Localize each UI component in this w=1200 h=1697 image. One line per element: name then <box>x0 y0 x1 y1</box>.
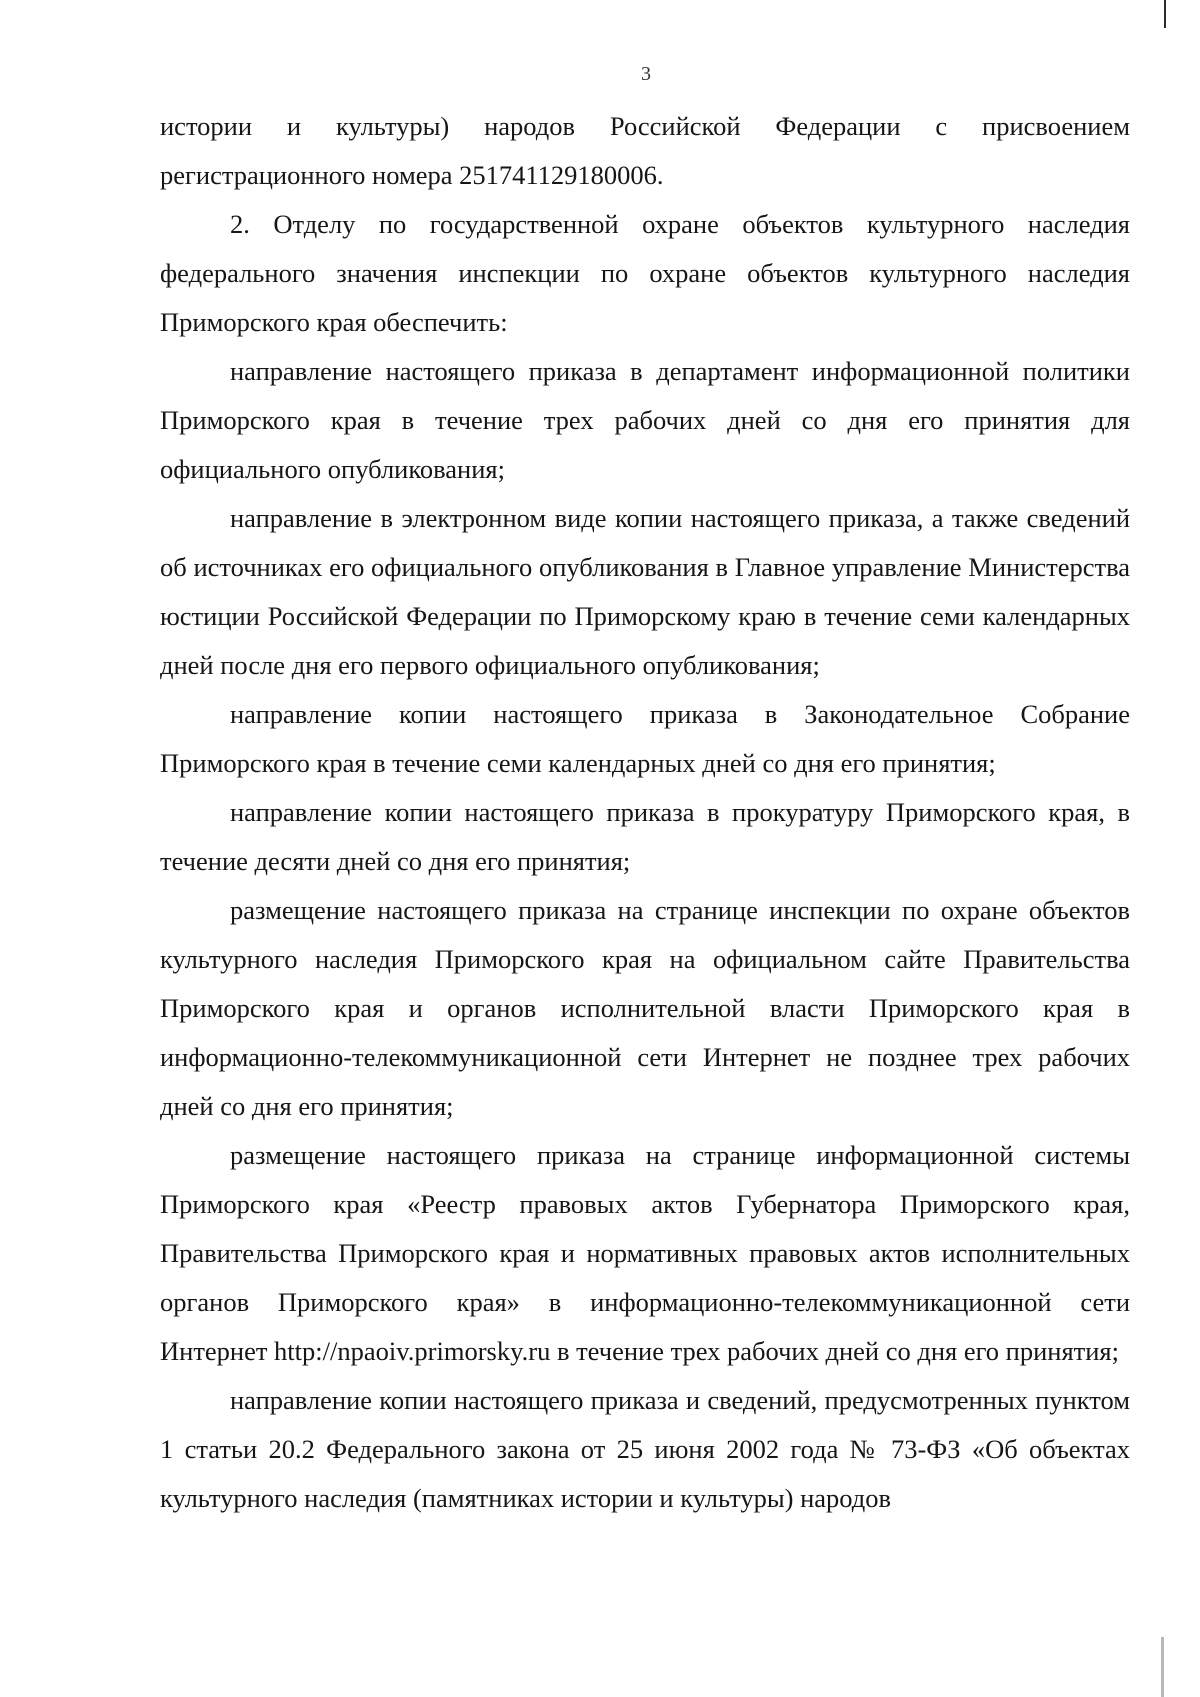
paragraph-federal-law: направление копии настоящего приказа и сведений, предусмотренных пунктом 1 статьи 20.2 Федерального закона от 25 июня 2002 года № 73-ФЗ «Об объектах культурного наследия (памятниках истории и культуры) народов <box>160 1385 1130 1513</box>
paragraph-legislative-assembly: направление копии настоящего приказа в Законодательное Собрание Приморского края в течение семи календарных дней со дня его принятия; <box>160 699 1130 778</box>
scan-edge-shadow <box>1161 1637 1164 1697</box>
page-number: 3 <box>641 63 651 85</box>
scan-edge-mark <box>1164 0 1166 28</box>
paragraph-continuation: истории и культуры) народов Российской Федерации с присвоением регистрационного номера 251741129180006. <box>160 111 1130 190</box>
paragraph-registry-system: размещение настоящего приказа на странице информационной системы Приморского края «Реестр правовых актов Губернатора Приморского края, Правительства Приморского края и нормативных правовых актов исполнительных органов Приморского края» в информационно-телекоммуникационной сети Интернет http://npaoiv.primorsky.ru в течение трех рабочих дней со дня его принятия; <box>160 1140 1130 1366</box>
paragraph-official-site: размещение настоящего приказа на странице инспекции по охране объектов культурного наследия Приморского края на официальном сайте Правительства Приморского края и органов исполнительной власти Приморского края в информационно-телекоммуникационной сети Интернет не позднее трех рабочих дней со дня его принятия; <box>160 895 1130 1121</box>
paragraph-publication-department: направление настоящего приказа в департамент информационной политики Приморского края в течение трех рабочих дней со дня его принятия для официального опубликования; <box>160 356 1130 484</box>
paragraph-ministry-justice: направление в электронном виде копии настоящего приказа, а также сведений об источниках его официального опубликования в Главное управление Министерства юстиции Российской Федерации по Приморскому краю в течение семи календарных дней после дня его первого официального опубликования; <box>160 503 1130 680</box>
paragraph-prosecutor: направление копии настоящего приказа в прокуратуру Приморского края, в течение десяти дней со дня его принятия; <box>160 797 1130 876</box>
paragraph-item-2: 2. Отделу по государственной охране объектов культурного наследия федерального значения инспекции по охране объектов культурного наследия Приморского края обеспечить: <box>160 209 1130 337</box>
document-body <box>160 102 1130 1523</box>
